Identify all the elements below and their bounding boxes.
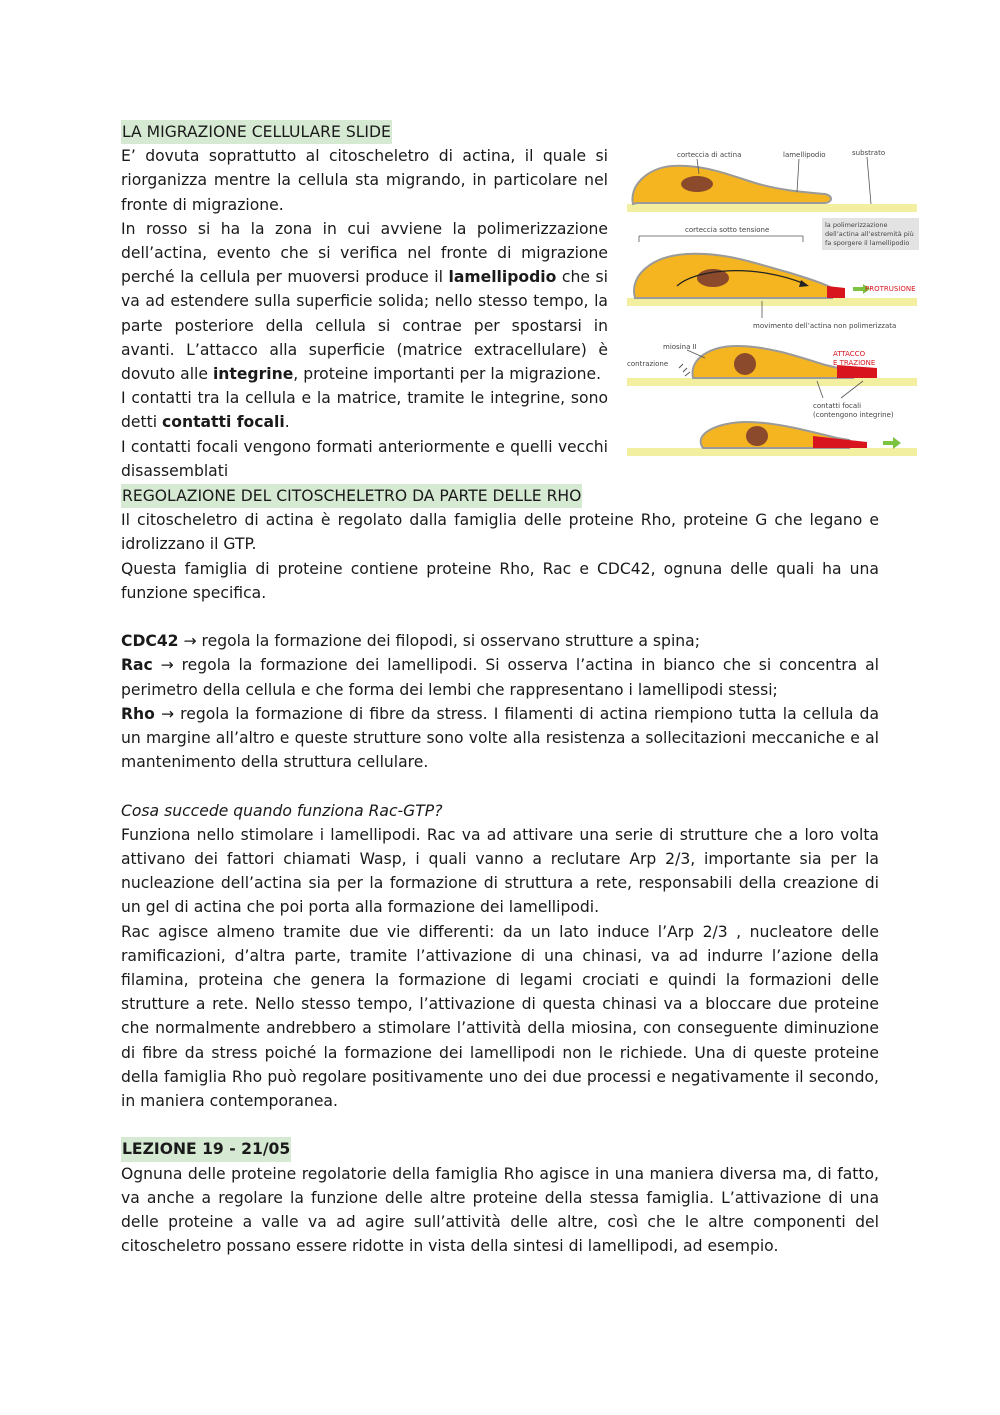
paragraph: Ognuna delle proteine regolatorie della famiglia Rho agisce in una maniera diversa ma, di fatto, va anche a regolare la funzione delle altre proteine della stessa famiglia. L’attivazione di una delle proteine a valle va ad agire sull’attività delle altre, così che le altre componenti del citoscheletro possano essere ridotte in vista della sintesi di lamellipodi, ad esempio. bbox=[121, 1164, 879, 1256]
paragraph: I contatti tra la cellula e la matrice, tramite le integrine, sono detti contatti focali. bbox=[121, 389, 608, 432]
section-migrazione bbox=[121, 120, 916, 484]
document-page bbox=[121, 120, 916, 1258]
label-substrato: substrato bbox=[852, 149, 886, 157]
paragraph: E’ dovuta soprattutto al citoscheletro di actina, il quale si riorganizza mentre la cellula sta migrando, in particolare nel fronte di migrazione. bbox=[121, 147, 608, 214]
section-heading: LA MIGRAZIONE CELLULARE SLIDE bbox=[121, 120, 392, 144]
label-attacco: E TRAZIONE bbox=[833, 359, 876, 367]
rho-item: Rho → regola la formazione di fibre da stress. I filamenti di actina riempiono tutta la cellula da un margine all’altro e queste strutture sono volte alla resistenza a sollecitazioni meccaniche e al mantenimento della struttura cellulare. bbox=[121, 704, 879, 772]
bold-term: contatti focali bbox=[162, 413, 285, 432]
label-attacco: ATTACCO bbox=[833, 350, 866, 358]
label-polimerizzazione: fa sporgere il lamellipodio bbox=[825, 239, 910, 247]
label-polimerizzazione: dell’actina all’estremità più bbox=[825, 230, 914, 238]
label-polimerizzazione: la polimerizzazione bbox=[825, 221, 888, 229]
bold-term: integrine bbox=[212, 365, 294, 384]
label-miosina: miosina II bbox=[663, 343, 697, 351]
paragraph: Il citoscheletro di actina è regolato dalla famiglia delle proteine Rho, proteine G che legano e idrolizzano il GTP. bbox=[121, 511, 879, 554]
substrate bbox=[627, 378, 917, 386]
nucleus bbox=[681, 176, 713, 192]
substrate bbox=[627, 448, 917, 456]
question: Cosa succede quando funziona Rac-GTP? bbox=[121, 801, 443, 820]
green-arrow-icon bbox=[883, 437, 901, 449]
nucleus bbox=[734, 353, 756, 375]
bold-term: lamellipodio bbox=[448, 268, 557, 287]
paragraph: Funziona nello stimolare i lamellipodi. Rac va ad attivare una serie di strutture che a loro volta attivano dei fattori chiamati Wasp, i quali vanno a reclutare Arp 2/3, importante sia per la nucleazione dell’actina sia per la formazione di struttura a rete, responsabili della creazione di un gel di actina che poi porta alla formazione dei lamellipodi. bbox=[121, 825, 879, 917]
label-lamellipodio: lamellipodio bbox=[783, 151, 826, 159]
label-contatti-focali: contatti focali bbox=[813, 402, 862, 410]
nucleus bbox=[746, 426, 768, 446]
cell bbox=[693, 346, 853, 378]
label-contrazione: contrazione bbox=[627, 360, 669, 368]
substrate bbox=[627, 298, 917, 306]
actin-front bbox=[827, 286, 845, 298]
label-tensione: corteccia sotto tensione bbox=[685, 226, 770, 234]
lesson-heading: LEZIONE 19 - 21/05 bbox=[121, 1137, 291, 1161]
label-corteccia: corteccia di actina bbox=[677, 151, 742, 159]
label-movimento: movimento dell’actina non polimerizzata bbox=[753, 322, 897, 330]
paragraph: I contatti focali vengono formati anteriormente e quelli vecchi disassemblati bbox=[121, 437, 608, 480]
paragraph: Questa famiglia di proteine contiene proteine Rho, Rac e CDC42, ognuna delle quali ha una funzione specifica. bbox=[121, 559, 879, 602]
section-heading: REGOLAZIONE DEL CITOSCHELETRO DA PARTE DELLE RHO bbox=[121, 484, 582, 508]
paragraph: In rosso si ha la zona in cui avviene la polimerizzazione dell’actina, evento che si verifica nel fronte di migrazione perché la cellula per muoversi produce il lamellipodio che si va ad estendere sulla superficie solida; nello stesso tempo, la parte posteriore della cellula si contrae per spostarsi in avanti. L’attacco alla superficie (matrice extracellulare) è dovuto alle integrine, proteine importanti per la migrazione. bbox=[121, 219, 608, 384]
label-protrusione: PROTRUSIONE bbox=[865, 285, 916, 293]
rac-item: Rac → regola la formazione dei lamellipodi. Si osserva l’actina in bianco che si concentra al perimetro della cellula e che forma dei lembi che rappresentano i lamellipodi stessi; bbox=[121, 656, 879, 699]
cdc42-item: CDC42 → regola la formazione dei filopodi, si osservano strutture a spina; bbox=[121, 632, 700, 651]
cell bbox=[632, 166, 831, 204]
cell-migration-figure bbox=[627, 146, 919, 456]
section-migrazione-text bbox=[121, 120, 608, 483]
substrate bbox=[627, 204, 917, 212]
label-contatti-focali: (contengono integrine) bbox=[813, 411, 894, 419]
cell bbox=[634, 254, 832, 298]
paragraph: Rac agisce almeno tramite due vie differenti: da un lato induce l’Arp 2/3 , nucleatore delle ramificazioni, d’altra parte, tramite l’attivazione di una chinasi, va ad indurre l’azione della filamina, proteina che genera la formazione di legami crociati e quindi la formazioni delle strutture a rete. Nello stesso tempo, l’attivazione di questa chinasi va a bloccare due proteine che normalmente andrebbero a stimolare l’attività della miosina, con conseguente diminuzione di fibre da stress poiché la formazione dei lamellipodi non le richiede. Una di queste proteine della famiglia Rho può regolare positivamente uno dei due processi e negativamente il secondo, in maniera contemporanea. bbox=[121, 922, 879, 1111]
